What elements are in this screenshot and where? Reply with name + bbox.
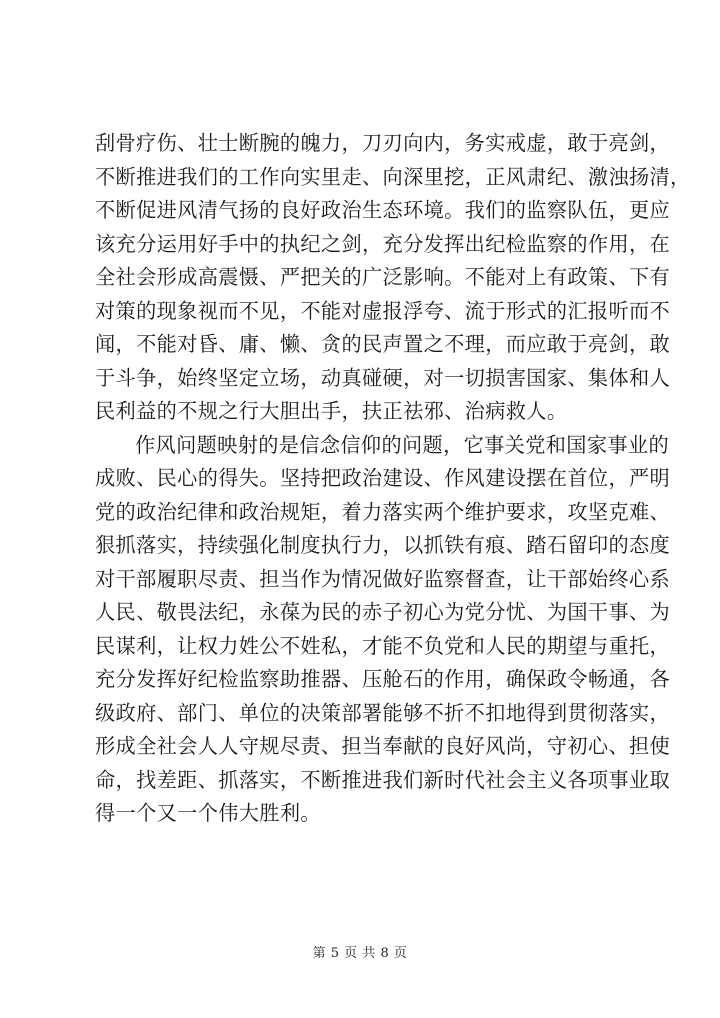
- text-line: 全社会形成高震慑、严把关的广泛影响。不能对上有政策、下有: [95, 265, 671, 289]
- text-line: 不断促进风清气扬的良好政治生态环境。我们的监察队伍，更应: [95, 198, 671, 222]
- text-line: 充分发挥好纪检监察助推器、压舱石的作用，确保政令畅通，各: [95, 667, 671, 691]
- text-line: 狠抓落实，持续强化制度执行力，以抓铁有痕、踏石留印的态度: [95, 533, 671, 557]
- paragraph-1: [95, 127, 691, 429]
- text-line: 闻，不能对昏、庸、懒、贪的民声置之不理，而应敢于亮剑，敢: [95, 332, 671, 356]
- text-line: 刮骨疗伤、壮士断腕的魄力，刀刃向内，务实戒虚，敢于亮剑，: [95, 131, 671, 155]
- text-line: 该充分运用好手中的执纪之剑，充分发挥出纪检监察的作用，在: [95, 231, 671, 256]
- text-line: 形成全社会人人守规尽责、担当奉献的良好风尚，守初心、担使: [95, 734, 671, 758]
- text-line: 得一个又一个伟大胜利。: [95, 801, 321, 825]
- text-line: 级政府、部门、单位的决策部署能够不折不扣地得到贯彻落实，: [95, 700, 671, 725]
- text-line: 对干部履职尽责、担当作为情况做好监察督查，让干部始终心系: [95, 566, 671, 591]
- text-line: 民谋利，让权力姓公不姓私，才能不负党和人民的期望与重托，: [95, 633, 671, 658]
- text-line: 党的政治纪律和政治规矩，着力落实两个维护要求，攻坚克难、: [95, 499, 671, 524]
- document-body: [95, 127, 691, 831]
- text-line: 不断推进我们的工作向实里走、向深里挖，正风肃纪、激浊扬清，: [95, 164, 691, 189]
- text-line: 命，找差距、抓落实，不断推进我们新时代社会主义各项事业取: [95, 767, 671, 792]
- paragraph-2: [95, 429, 671, 831]
- text-line: 人民、敬畏法纪，永葆为民的赤子初心为党分忧、为国干事、为: [95, 600, 671, 624]
- text-line: 对策的现象视而不见，不能对虚报浮夸、流于形式的汇报听而不: [95, 298, 671, 323]
- text-line: 作风问题映射的是信念信仰的问题，它事关党和国家事业的: [135, 432, 669, 457]
- text-line: 成败、民心的得失。坚持把政治建设、作风建设摆在首位，严明: [95, 466, 671, 490]
- text-line: 于斗争，始终坚定立场，动真碰硬，对一切损害国家、集体和人: [95, 365, 671, 390]
- page-number-footer: 第 5 页 共 8 页: [312, 946, 408, 961]
- text-line: 民利益的不规之行大胆出手，扶正祛邪、治病救人。: [95, 399, 568, 423]
